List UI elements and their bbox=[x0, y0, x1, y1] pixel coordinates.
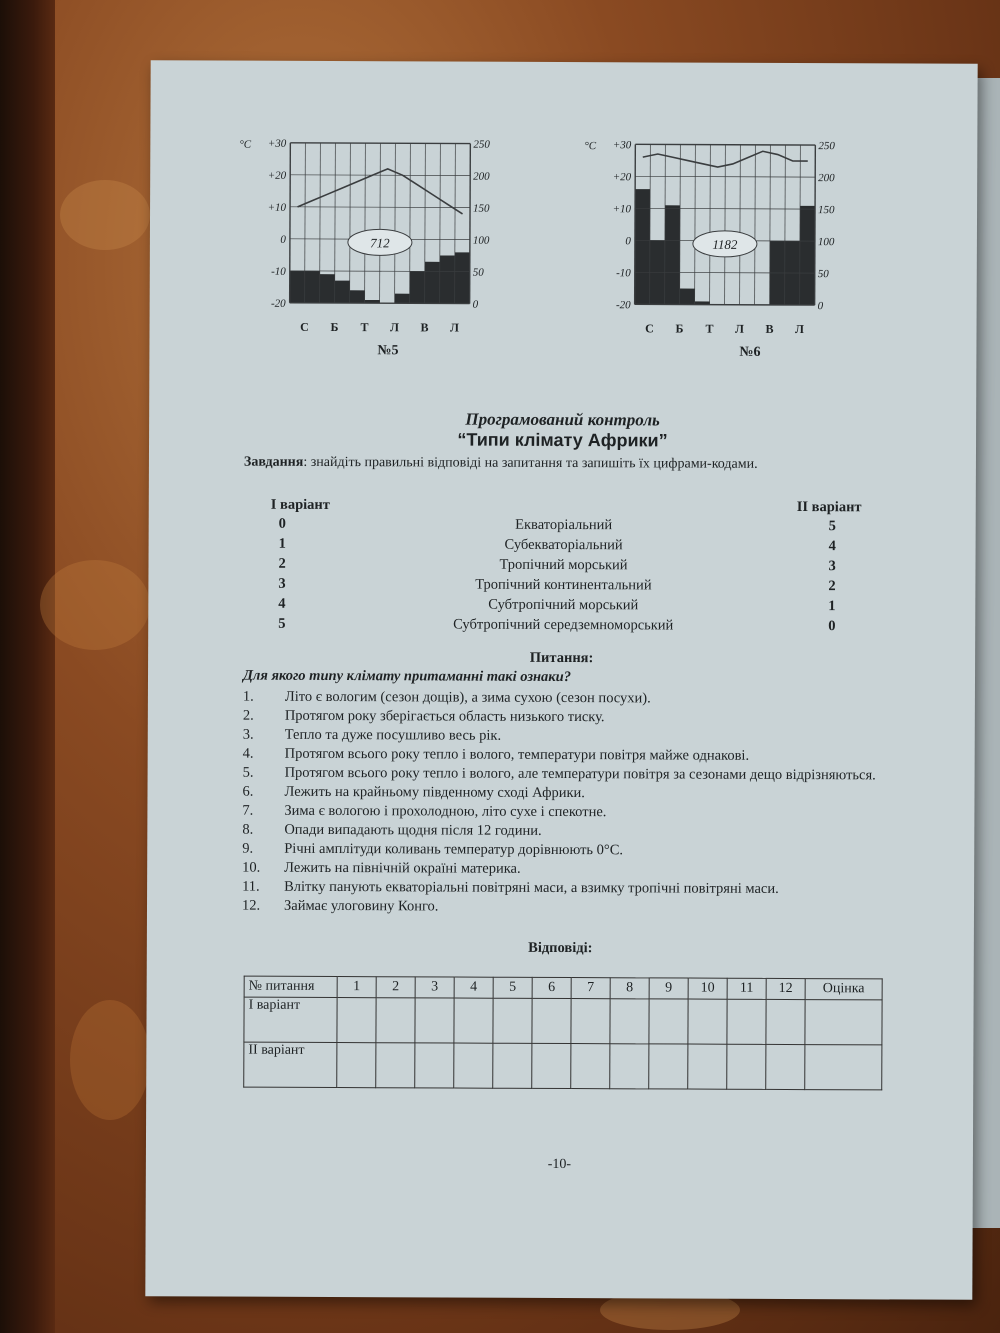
grid-line bbox=[635, 144, 815, 145]
climate-code-v2: 4 bbox=[828, 538, 836, 555]
answer-row-label: І варіант bbox=[244, 997, 337, 1042]
question-number: 10. bbox=[242, 859, 261, 876]
answer-cell[interactable] bbox=[415, 998, 454, 1043]
task-text: : знайдіть правильні відповіді на запитання та запишіть їх цифрами-кодами. bbox=[303, 454, 758, 472]
answer-cell[interactable] bbox=[688, 999, 727, 1044]
answer-cell[interactable] bbox=[727, 1044, 766, 1089]
grid-line bbox=[725, 145, 726, 305]
chart-number-6: №6 bbox=[739, 344, 761, 360]
answer-cell[interactable] bbox=[766, 1044, 805, 1089]
precipitation-bar bbox=[425, 262, 440, 304]
precip-tick-label: 200 bbox=[818, 172, 835, 185]
grid-line bbox=[350, 143, 351, 303]
answer-table bbox=[243, 976, 882, 1091]
month-label: В bbox=[420, 320, 429, 335]
questions-header: Питання: bbox=[529, 649, 594, 667]
answer-cell[interactable] bbox=[454, 1043, 493, 1088]
question-text: Займає улоговину Конго. bbox=[283, 897, 439, 915]
precipitation-bar bbox=[350, 290, 365, 303]
precip-tick-label: 50 bbox=[472, 266, 484, 279]
question-item bbox=[242, 897, 902, 919]
climate-code-v1: 5 bbox=[278, 615, 286, 632]
page-number: -10- bbox=[547, 1156, 572, 1173]
answer-cell[interactable] bbox=[337, 998, 376, 1043]
grid-line bbox=[740, 145, 741, 305]
question-number: 12. bbox=[241, 897, 261, 914]
grade-cell[interactable] bbox=[805, 1000, 882, 1045]
precip-tick-label: 250 bbox=[818, 140, 835, 153]
answer-cell[interactable] bbox=[571, 999, 610, 1044]
questions-list bbox=[242, 688, 903, 919]
question-text: Опади випадають щодня після 12 години. bbox=[284, 821, 542, 839]
section-title: Програмований контроль bbox=[465, 409, 660, 430]
temp-unit-label: °C bbox=[239, 138, 252, 151]
question-text: Протягом року зберігається область низького тиску. bbox=[284, 707, 605, 726]
climate-name: Тропічний континентальний bbox=[475, 576, 652, 594]
precipitation-bar bbox=[635, 189, 651, 304]
climate-row bbox=[243, 596, 883, 619]
section-subtitle: “Типи клімату Африки” bbox=[457, 429, 668, 451]
question-text: Протягом всього року тепло і волого, але температури повітря за сезонами дещо відрізняються. bbox=[284, 764, 876, 784]
temp-tick-label: +30 bbox=[612, 139, 632, 152]
temp-tick-label: 0 bbox=[280, 233, 286, 246]
answer-cell[interactable] bbox=[493, 1043, 532, 1088]
answer-cell[interactable] bbox=[493, 998, 532, 1043]
answer-table-header-label: № питання bbox=[244, 976, 337, 997]
climate-code-v2: 5 bbox=[828, 518, 836, 535]
grid-line bbox=[755, 145, 756, 305]
answer-cell[interactable] bbox=[649, 999, 688, 1044]
temp-tick-label: +20 bbox=[612, 171, 632, 184]
month-label: Б bbox=[675, 321, 684, 336]
climate-row bbox=[243, 616, 883, 639]
climate-code-v1: 2 bbox=[278, 555, 286, 572]
question-text: Літо є вологим (сезон дощів), а зима сухою (сезон посухи). bbox=[284, 688, 651, 707]
question-number-cell: 12 bbox=[766, 978, 805, 999]
question-number: 1. bbox=[242, 688, 254, 705]
grid-line bbox=[815, 145, 816, 305]
question-number: 8. bbox=[242, 821, 254, 838]
grid-line bbox=[290, 143, 470, 144]
month-label: С bbox=[645, 321, 654, 336]
precipitation-bar bbox=[395, 294, 410, 304]
question-number-cell: 8 bbox=[610, 978, 649, 999]
precip-tick-label: 150 bbox=[818, 204, 835, 217]
grid-line bbox=[635, 176, 815, 177]
climate-code-v1: 0 bbox=[278, 515, 286, 532]
precipitation-bar bbox=[410, 271, 425, 303]
grid-line bbox=[470, 144, 471, 304]
question-number-cell: 6 bbox=[532, 977, 571, 998]
answer-cell[interactable] bbox=[766, 999, 805, 1044]
answer-cell[interactable] bbox=[415, 1043, 454, 1088]
question-text: Зима є вологою і прохолодною, літо сухе і спекотне. bbox=[284, 802, 607, 821]
precip-tick-label: 100 bbox=[472, 234, 490, 247]
temp-tick-label: -10 bbox=[271, 265, 286, 278]
question-number: 5. bbox=[242, 764, 254, 781]
task-line bbox=[244, 455, 758, 473]
climate-name: Субтропічний морський bbox=[488, 596, 639, 614]
answer-cell[interactable] bbox=[532, 998, 571, 1043]
precip-tick-label: 0 bbox=[472, 298, 479, 311]
wood-grain bbox=[40, 560, 150, 650]
precipitation-bar bbox=[680, 289, 695, 305]
temp-tick-label: -20 bbox=[270, 297, 286, 310]
question-number-cell: 10 bbox=[688, 978, 727, 999]
climate-code-v1: 1 bbox=[278, 535, 286, 552]
climate-code-v2: 2 bbox=[828, 578, 836, 595]
questions-subheader: Для якого типу клімату притаманні такі ознаки? bbox=[242, 667, 572, 686]
climate-code-v1: 4 bbox=[278, 595, 286, 612]
grade-cell[interactable] bbox=[805, 1045, 882, 1090]
question-number: 2. bbox=[242, 707, 254, 724]
climate-code-v2: 3 bbox=[828, 558, 836, 575]
month-label: Б bbox=[330, 319, 339, 335]
climate-row bbox=[244, 516, 884, 539]
precipitation-bar bbox=[335, 281, 350, 303]
grid-line bbox=[395, 143, 396, 303]
grid-line bbox=[635, 208, 815, 209]
precipitation-bar bbox=[665, 205, 680, 304]
month-label: Л bbox=[390, 320, 400, 335]
precipitation-bar bbox=[440, 255, 455, 303]
wood-grain bbox=[70, 1000, 150, 1120]
grid-line bbox=[635, 304, 815, 305]
answer-cell[interactable] bbox=[727, 999, 766, 1044]
precip-tick-label: 200 bbox=[473, 170, 490, 183]
precip-tick-label: 0 bbox=[817, 300, 824, 313]
precip-total-label: 1182 bbox=[712, 236, 738, 252]
precipitation-bar bbox=[290, 271, 305, 303]
answer-row-label: ІІ варіант bbox=[244, 1042, 337, 1087]
worksheet-page bbox=[145, 60, 977, 1300]
question-number-cell: 11 bbox=[727, 978, 766, 999]
answers-header: Відповіді: bbox=[528, 939, 593, 957]
precip-tick-label: 100 bbox=[817, 236, 835, 249]
climate-chart-5 bbox=[234, 133, 520, 344]
month-label: В bbox=[765, 321, 774, 336]
precip-total-label: 712 bbox=[370, 235, 390, 251]
climate-name: Субтропічний середземноморський bbox=[453, 616, 674, 634]
answer-table-header-row bbox=[244, 976, 882, 1000]
question-number: 6. bbox=[242, 783, 254, 800]
climate-code-v2: 1 bbox=[828, 598, 836, 615]
question-number: 3. bbox=[242, 726, 254, 743]
grid-line bbox=[635, 144, 636, 304]
question-text: Лежить на північній окраїні материка. bbox=[284, 859, 521, 877]
task-label: Завдання bbox=[243, 454, 304, 470]
question-number-cell: 2 bbox=[376, 977, 415, 998]
climate-code-v2: 0 bbox=[828, 618, 836, 635]
answer-cell[interactable] bbox=[454, 998, 493, 1043]
climate-code-v1: 3 bbox=[278, 575, 286, 592]
wood-grain bbox=[60, 180, 150, 250]
grid-line bbox=[335, 143, 336, 303]
table-edge bbox=[0, 0, 55, 1333]
month-label: Л bbox=[735, 321, 745, 336]
answer-cell[interactable] bbox=[571, 1044, 610, 1089]
grid-line bbox=[290, 175, 470, 176]
answer-cell[interactable] bbox=[610, 999, 649, 1044]
grid-line bbox=[710, 145, 711, 305]
question-number-cell: 7 bbox=[571, 978, 610, 999]
climate-row bbox=[243, 576, 883, 599]
grade-header-cell: Оцінка bbox=[805, 979, 882, 1000]
climate-row bbox=[243, 556, 883, 579]
question-number-cell: 5 bbox=[493, 977, 532, 998]
precip-tick-label: 250 bbox=[473, 138, 490, 151]
grid-line bbox=[680, 145, 681, 305]
grid-line bbox=[365, 143, 366, 303]
answer-cell[interactable] bbox=[337, 1043, 376, 1088]
answer-cell[interactable] bbox=[649, 1044, 688, 1089]
climate-row bbox=[244, 536, 884, 559]
grid-line bbox=[380, 143, 381, 303]
temp-tick-label: +10 bbox=[267, 201, 287, 214]
answer-row-variant1 bbox=[244, 997, 882, 1045]
precipitation-bar bbox=[305, 271, 320, 303]
question-text: Тепло та дуже посушливо весь рік. bbox=[284, 726, 502, 744]
precip-tick-label: 150 bbox=[473, 202, 490, 215]
question-number: 4. bbox=[242, 745, 254, 762]
grid-line bbox=[290, 303, 470, 304]
precipitation-bar bbox=[455, 252, 470, 303]
month-label: Л bbox=[450, 320, 460, 335]
month-label: Л bbox=[795, 322, 805, 337]
climate-name: Субекваторіальний bbox=[504, 536, 623, 554]
question-text: Влітку панують екваторіальні повітряні маси, а взимку тропічні повітряні маси. bbox=[284, 878, 779, 897]
question-number-cell: 3 bbox=[415, 977, 454, 998]
question-text: Лежить на крайньому південному сході Африки. bbox=[284, 783, 585, 802]
answer-cell[interactable] bbox=[532, 1043, 571, 1088]
temp-tick-label: +30 bbox=[267, 137, 287, 150]
climate-name: Екваторіальний bbox=[515, 516, 613, 534]
answer-cell[interactable] bbox=[376, 998, 415, 1043]
chart-number-5: №5 bbox=[377, 343, 399, 359]
month-label: Т bbox=[360, 320, 369, 335]
temp-tick-label: +10 bbox=[612, 203, 632, 216]
question-number-cell: 9 bbox=[649, 978, 688, 999]
climate-chart-6 bbox=[579, 134, 865, 345]
grid-line bbox=[290, 143, 291, 303]
answer-row-variant2 bbox=[244, 1042, 882, 1090]
grid-line bbox=[695, 145, 696, 305]
question-text: Протягом всього року тепло і волого, температури повітря майже однакові. bbox=[284, 745, 750, 764]
question-number: 7. bbox=[242, 802, 254, 819]
temp-tick-label: -10 bbox=[616, 267, 631, 280]
temp-unit-label: °C bbox=[584, 140, 597, 153]
grid-line bbox=[290, 207, 470, 208]
precipitation-bar bbox=[800, 206, 815, 305]
temp-tick-label: +20 bbox=[267, 169, 287, 182]
answer-cell[interactable] bbox=[610, 1044, 649, 1089]
variant2-header: ІІ варіант bbox=[796, 499, 862, 516]
month-label: Т bbox=[705, 321, 714, 336]
temp-tick-label: 0 bbox=[625, 235, 631, 248]
month-label: С bbox=[300, 319, 309, 334]
precipitation-bar bbox=[320, 274, 335, 303]
climate-name: Тропічний морський bbox=[499, 556, 628, 574]
question-number: 11. bbox=[242, 878, 260, 895]
question-text: Річні амплітуди коливань температур дорівнюють 0°С. bbox=[284, 840, 624, 859]
question-number: 9. bbox=[242, 840, 254, 857]
question-number-cell: 4 bbox=[454, 977, 493, 998]
temp-tick-label: -20 bbox=[615, 299, 631, 312]
answer-cell[interactable] bbox=[688, 1044, 727, 1089]
answer-cell[interactable] bbox=[376, 1043, 415, 1088]
precip-tick-label: 50 bbox=[817, 268, 829, 281]
variant1-header: І варіант bbox=[270, 496, 330, 513]
question-number-cell: 1 bbox=[337, 977, 376, 998]
